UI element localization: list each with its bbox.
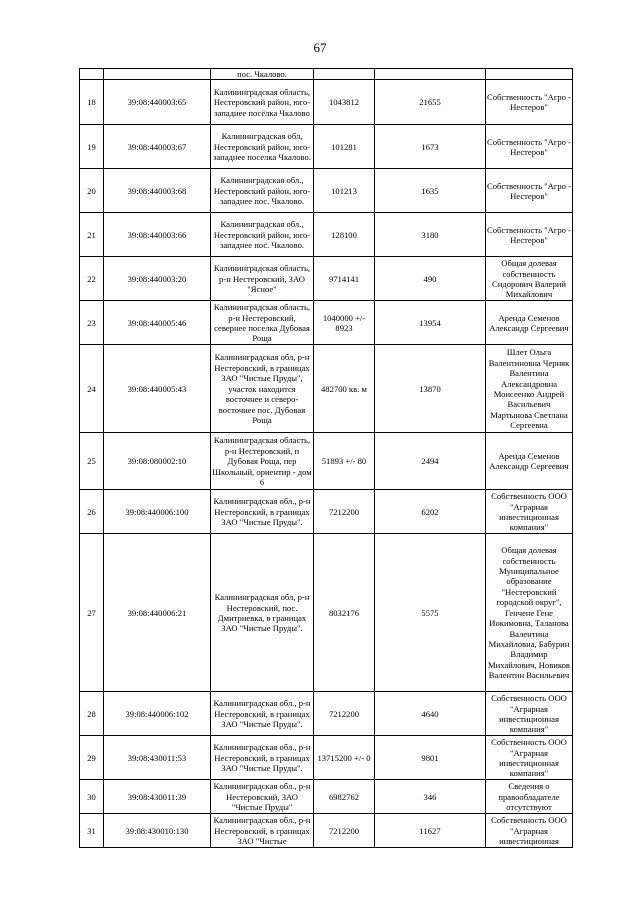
row-number: 19 bbox=[80, 125, 104, 169]
area: 1043812 bbox=[314, 80, 375, 125]
value: 21655 bbox=[375, 80, 486, 125]
table-row bbox=[80, 69, 573, 80]
table-row bbox=[80, 534, 573, 692]
row-number bbox=[80, 69, 104, 80]
right-holder: Общая долевая собственность Муниципальное образование "Нестеровский городской округ", Генчене Гене Иокимовна, Таланова Валентина Михайловна, Бабурин Владимир Михайлович, Новиков Валентин Васильевич bbox=[486, 534, 573, 692]
row-number: 18 bbox=[80, 80, 104, 125]
cadastral-number: 39:08:440006:102 bbox=[104, 692, 211, 736]
value: 9801 bbox=[375, 736, 486, 780]
right-holder: Собственность "Агро - Нестеров" bbox=[486, 125, 573, 169]
address: Калининградская обл, р-н Нестеровский, в границах ЗАО "Чистые Пруды", участок находится восточнее и северо-восточнее пос. Дубовая Роща bbox=[211, 345, 314, 433]
area: 6982762 bbox=[314, 780, 375, 814]
row-number: 24 bbox=[80, 345, 104, 433]
address: Калининградская обл., р-н Нестеровский, ЗАО "Чистые Пруды" bbox=[211, 780, 314, 814]
area: 7212200 bbox=[314, 490, 375, 534]
right-holder: Собственность ООО "Аграрная инвестиционная компания" bbox=[486, 692, 573, 736]
value bbox=[375, 69, 486, 80]
value: 13954 bbox=[375, 301, 486, 345]
cadastral-number: 39:08:440005:46 bbox=[104, 301, 211, 345]
row-number: 27 bbox=[80, 534, 104, 692]
right-holder bbox=[486, 69, 573, 80]
table-row bbox=[80, 433, 573, 490]
right-holder: Собственность "Агро - Нестеров" bbox=[486, 80, 573, 125]
row-number: 20 bbox=[80, 169, 104, 213]
row-number: 22 bbox=[80, 257, 104, 301]
right-holder: Собственность ООО "Аграрная инвестиционная компания" bbox=[486, 490, 573, 534]
row-number: 28 bbox=[80, 692, 104, 736]
address: Калининградская обл., Нестеровский район, юго-западнее пос. Чкалово. bbox=[211, 169, 314, 213]
row-number: 25 bbox=[80, 433, 104, 490]
value: 2494 bbox=[375, 433, 486, 490]
right-holder: Собственность "Агро - Нестеров" bbox=[486, 213, 573, 257]
address: Калининградская область, Нестеровский район, юго-западнее посёлка Чкалово bbox=[211, 80, 314, 125]
row-number: 26 bbox=[80, 490, 104, 534]
table-row bbox=[80, 213, 573, 257]
value: 1635 bbox=[375, 169, 486, 213]
cadastral-number: 39:08:440006:100 bbox=[104, 490, 211, 534]
right-holder: Общая долевая собственность Сидорович Валерий Михайлович bbox=[486, 257, 573, 301]
right-holder: Аренда Семенов Александр Сергеевич bbox=[486, 301, 573, 345]
table-row bbox=[80, 301, 573, 345]
area: 8032176 bbox=[314, 534, 375, 692]
area: 101281 bbox=[314, 125, 375, 169]
right-holder: Аренда Семенов Александр Сергеевич bbox=[486, 433, 573, 490]
address: Калининградская область, р-н Нестеровский, севернее поселка Дубовая Роща bbox=[211, 301, 314, 345]
address: Калининградская область, р-н Нестеровский, ЗАО "Ясное" bbox=[211, 257, 314, 301]
area: 128100 bbox=[314, 213, 375, 257]
cadastral-number: 39:08:440003:66 bbox=[104, 213, 211, 257]
area bbox=[314, 69, 375, 80]
right-holder: Собственность ООО "Аграрная инвестиционная компания" bbox=[486, 736, 573, 780]
cadastral-number: 39:08:440003:68 bbox=[104, 169, 211, 213]
cadastral-number: 39:08:440005:43 bbox=[104, 345, 211, 433]
right-holder: Собственность "Агро - Нестеров" bbox=[486, 169, 573, 213]
value: 3180 bbox=[375, 213, 486, 257]
address: Калининградская обл., р-н Нестеровский, в границах ЗАО "Чистые Пруды". bbox=[211, 692, 314, 736]
value: 11627 bbox=[375, 814, 486, 848]
row-number: 31 bbox=[80, 814, 104, 848]
area: 9714141 bbox=[314, 257, 375, 301]
cadastral-number: 39:08:430011:53 bbox=[104, 736, 211, 780]
area: 7212200 bbox=[314, 692, 375, 736]
row-number: 29 bbox=[80, 736, 104, 780]
address: Калининградская обл., Нестеровский район, юго-западнее пос. Чкалово. bbox=[211, 213, 314, 257]
area: 51893 +/- 80 bbox=[314, 433, 375, 490]
table-row bbox=[80, 125, 573, 169]
address: Калининградская область, р-н Нестеровский, п Дубовая Роща, пер Школьный, ориентир - дом 6 bbox=[211, 433, 314, 490]
table-row bbox=[80, 169, 573, 213]
row-number: 30 bbox=[80, 780, 104, 814]
right-holder: Шлет Ольга Валентиновна Черняк Валентина Александровна Моисеенко Андрей Васильевич Мартынова Светлана Сергеевна bbox=[486, 345, 573, 433]
area: 1040000 +/- 8923 bbox=[314, 301, 375, 345]
cadastral-number bbox=[104, 69, 211, 80]
table-row bbox=[80, 736, 573, 780]
address: Калининградская обл, р-н Нестеровский, пос. Дмитриевка, в границах ЗАО "Чистые Пруды". bbox=[211, 534, 314, 692]
value: 490 bbox=[375, 257, 486, 301]
value: 4640 bbox=[375, 692, 486, 736]
address: Калининградская обл., р-н Нестеровский, в границах ЗАО "Чистые Пруды". bbox=[211, 490, 314, 534]
table-row bbox=[80, 345, 573, 433]
area: 7212200 bbox=[314, 814, 375, 848]
cadastral-number: 39:08:440006:21 bbox=[104, 534, 211, 692]
area: 482700 кв. м bbox=[314, 345, 375, 433]
value: 5575 bbox=[375, 534, 486, 692]
value: 13870 bbox=[375, 345, 486, 433]
value: 1673 bbox=[375, 125, 486, 169]
table-row bbox=[80, 692, 573, 736]
table-row bbox=[80, 257, 573, 301]
cadastral-number: 39:08:080002:10 bbox=[104, 433, 211, 490]
value: 6202 bbox=[375, 490, 486, 534]
cadastral-number: 39:08:440003:20 bbox=[104, 257, 211, 301]
address: Калининградская обл., р-н Нестеровский, в границах ЗАО "Чистые Пруды". bbox=[211, 736, 314, 780]
value: 346 bbox=[375, 780, 486, 814]
land-registry-table bbox=[79, 68, 573, 848]
area: 101213 bbox=[314, 169, 375, 213]
table-row bbox=[80, 490, 573, 534]
cadastral-number: 39:08:440003:65 bbox=[104, 80, 211, 125]
right-holder: Сведения о правообладателе отсутствуют bbox=[486, 780, 573, 814]
table-row bbox=[80, 80, 573, 125]
cadastral-number: 39:08:430010:130 bbox=[104, 814, 211, 848]
table-row bbox=[80, 780, 573, 814]
table-row bbox=[80, 814, 573, 848]
address: Калининградская обл., р-н Нестеровский, в границах ЗАО "Чистые bbox=[211, 814, 314, 848]
cadastral-number: 39:08:440003:67 bbox=[104, 125, 211, 169]
page-number: 67 bbox=[313, 40, 327, 55]
row-number: 23 bbox=[80, 301, 104, 345]
right-holder: Собственность ООО "Аграрная инвестиционная bbox=[486, 814, 573, 848]
address: пос. Чкалово. bbox=[211, 69, 314, 80]
row-number: 21 bbox=[80, 213, 104, 257]
area: 13715200 +/- 0 bbox=[314, 736, 375, 780]
address: Калининградская обл, Нестеровский район, юго-западнее поселка Чкалово. bbox=[211, 125, 314, 169]
cadastral-number: 39:08:430011:39 bbox=[104, 780, 211, 814]
